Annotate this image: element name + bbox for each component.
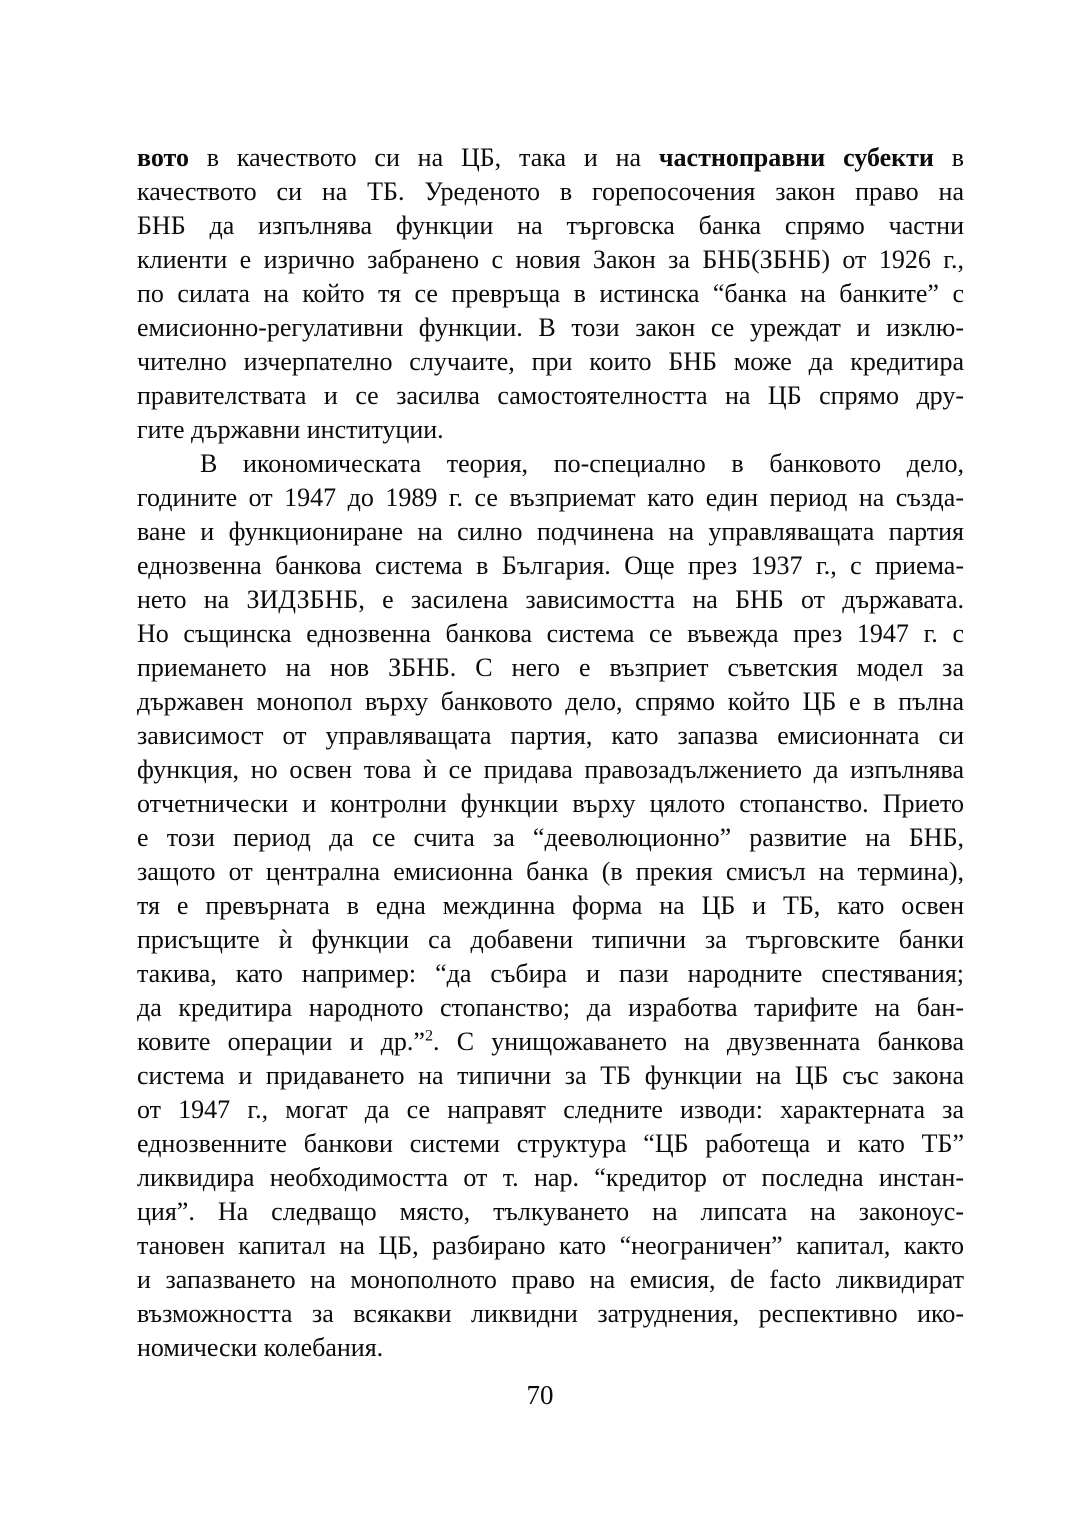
text-run: възможността за всякакви ликвидни затруднения, респективно ико- xyxy=(137,1299,964,1328)
text-line xyxy=(137,243,964,277)
text-line xyxy=(137,311,964,345)
text-line xyxy=(137,957,964,991)
text-run: БНБ да изпълнява функции на търговска банка спрямо частни xyxy=(137,211,964,240)
text-run: ване и функциониране на силно подчинена на управляващата партия xyxy=(137,517,964,546)
text-line xyxy=(137,209,964,243)
text-line xyxy=(137,889,964,923)
text-line xyxy=(137,345,964,379)
text-line xyxy=(137,787,964,821)
text-run: присъщите ѝ функции са добавени типични за търговските банки xyxy=(137,925,964,954)
text-run: да кредитира народното стопанство; да изработва тарифите на бан- xyxy=(137,993,964,1022)
text-run: чително изчерпателно случаите, при които БНБ може да кредитира xyxy=(137,347,964,376)
footnote-reference: 2 xyxy=(424,1027,434,1045)
text-run: ковите операции и др.” xyxy=(137,1027,425,1056)
text-run: държавен монопол върху банковото дело, спрямо който ЦБ е в пълна xyxy=(137,687,964,716)
text-run: еднозвенна банкова система в България. Още през 1937 г., с приема- xyxy=(137,551,964,580)
text-run: номически колебания. xyxy=(137,1333,384,1362)
text-line xyxy=(137,1161,964,1195)
text-run: функция, но освен това ѝ се придава правозадължението да изпълнява xyxy=(137,755,964,784)
text-line xyxy=(137,175,964,209)
text-line xyxy=(137,651,964,685)
text-block xyxy=(137,141,964,1365)
text-line xyxy=(137,923,964,957)
text-line xyxy=(137,1263,964,1297)
text-run: Но същинска еднозвенна банкова система се въвежда през 1947 г. с xyxy=(137,619,964,648)
text-run: гите държавни институции. xyxy=(137,415,444,444)
text-line xyxy=(137,583,964,617)
text-run: тя е превърната в една междинна форма на ЦБ и ТБ, като освен xyxy=(137,891,964,920)
text-run: система и придаването на типични за ТБ функции на ЦБ със закона xyxy=(137,1061,964,1090)
text-line xyxy=(137,1331,964,1365)
text-run: отчетнически и контролни функции върху цялото стопанство. Прието xyxy=(137,789,964,818)
text-run: е този период да се счита за “дееволюционно” развитие на БНБ, xyxy=(137,823,964,852)
text-run: вото xyxy=(137,143,189,172)
text-line xyxy=(137,1059,964,1093)
text-run: правителствата и се засилва самостоятелността на ЦБ спрямо дру- xyxy=(137,381,964,410)
text-line xyxy=(137,413,964,447)
text-run: в xyxy=(933,143,964,172)
text-line xyxy=(137,991,964,1025)
text-run: в качеството си на ЦБ, така и на xyxy=(188,143,659,172)
text-run: ликвидира необходимостта от т. нар. “кредитор от последна инстан- xyxy=(137,1163,964,1192)
text-run: годините от 1947 до 1989 г. се възприемат като един период на създа- xyxy=(137,483,964,512)
text-line xyxy=(137,481,964,515)
text-run: емисионно-регулативни функции. В този закон се уреждат и изклю- xyxy=(137,313,964,342)
text-line xyxy=(137,1195,964,1229)
text-run: ция”. На следващо място, тълкуването на липсата на законоус- xyxy=(137,1197,964,1226)
text-run: по силата на който тя се превръща в истинска “банка на банките” с xyxy=(137,279,964,308)
text-run: тановен капитал на ЦБ, разбирано като “неограничен” капитал, както xyxy=(137,1231,964,1260)
text-run: В икономическата теория, по-специално в банковото дело, xyxy=(200,449,964,478)
page-number: 70 xyxy=(526,1380,554,1410)
text-run: частноправни субекти xyxy=(658,143,934,172)
text-line xyxy=(137,447,964,481)
text-run: зависимост от управляващата партия, като запазва емисионната си xyxy=(137,721,964,750)
text-run: еднозвенните банкови системи структура “ЦБ работеща и като ТБ” xyxy=(137,1129,964,1158)
text-run: приемането на нов ЗБНБ. С него е възприет съветския модел за xyxy=(137,653,964,682)
text-line xyxy=(137,1297,964,1331)
text-line xyxy=(137,685,964,719)
text-line xyxy=(137,617,964,651)
text-line xyxy=(137,1025,964,1059)
paragraph xyxy=(137,447,964,1365)
text-line xyxy=(137,141,964,175)
text-line xyxy=(137,821,964,855)
text-line xyxy=(137,379,964,413)
text-run: защото от централна емисионна банка (в прекия смисъл на термина), xyxy=(137,857,964,886)
text-run: от 1947 г., могат да се направят следните изводи: характерната за xyxy=(137,1095,964,1124)
paragraph xyxy=(137,141,964,447)
text-run: нето на ЗИДЗБНБ, е засилена зависимостта на БНБ от държавата. xyxy=(137,585,964,614)
text-line xyxy=(137,549,964,583)
text-line xyxy=(137,515,964,549)
text-line xyxy=(137,753,964,787)
text-run: качеството си на ТБ. Уреденото в горепосочения закон право на xyxy=(137,177,964,206)
text-line xyxy=(137,1093,964,1127)
text-line xyxy=(137,1127,964,1161)
text-line xyxy=(137,719,964,753)
text-line xyxy=(137,855,964,889)
text-run: . С унищожаването на двузвенната банкова xyxy=(433,1027,964,1056)
text-line xyxy=(137,1229,964,1263)
text-run: такива, като например: “да събира и пази народните спестявания; xyxy=(137,959,964,988)
text-run: и запазването на монополното право на емисия, de facto ликвидират xyxy=(137,1265,964,1294)
text-run: клиенти е изрично забранено с новия Закон за БНБ(ЗБНБ) от 1926 г., xyxy=(137,245,964,274)
text-line xyxy=(137,277,964,311)
